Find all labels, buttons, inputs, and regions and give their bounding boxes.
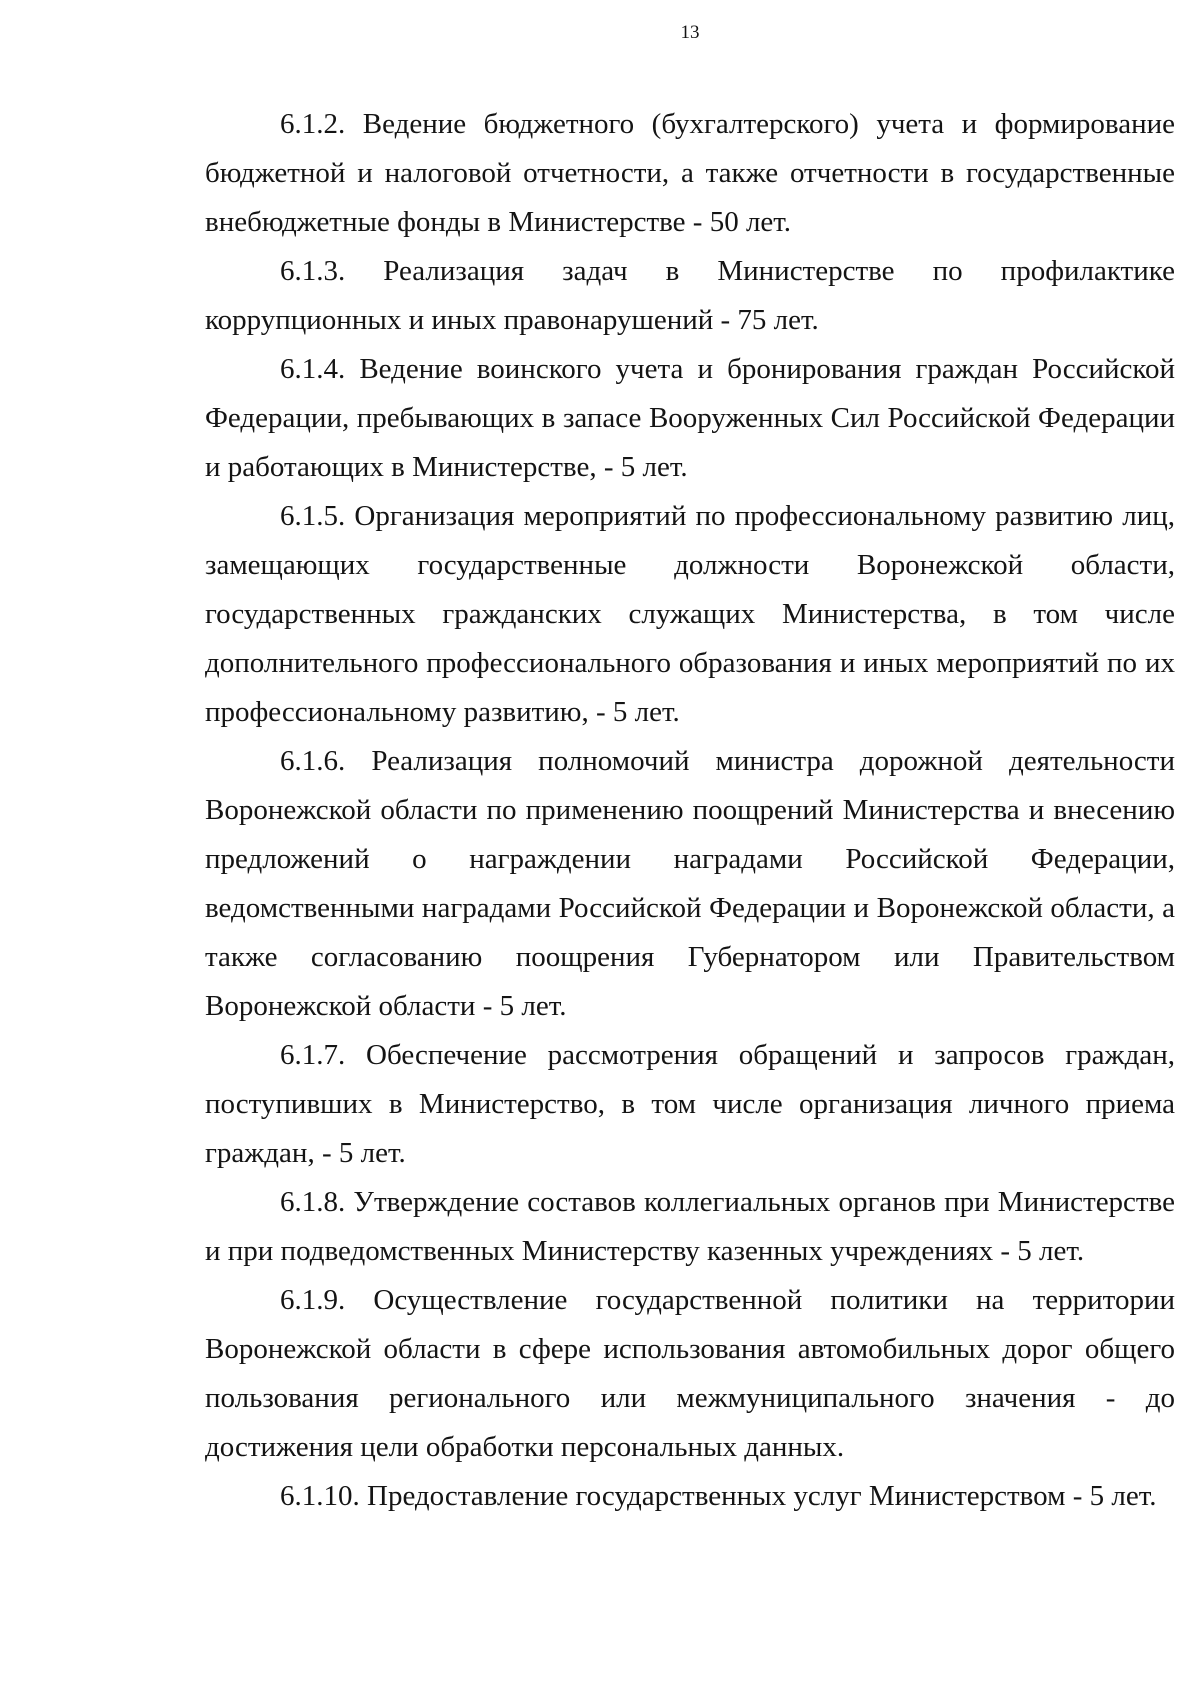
- paragraph-6-1-6: 6.1.6. Реализация полномочий министра дорожной деятельности Воронежской области по применению поощрений Министерства и внесению предложений о награждении наградами Российской Федерации, ведомственными наградами Российской Федерации и Воронежской области, а также согласованию поощрения Губернатором или Правительством Воронежской области - 5 лет.: [205, 745, 1175, 1022]
- page-number: 13: [680, 22, 700, 43]
- paragraph-6-1-9: 6.1.9. Осуществление государственной политики на территории Воронежской области в сфере использования автомобильных дорог общего пользования регионального или межмуниципального значения - до достижения цели обработки персональных данных.: [205, 1284, 1175, 1463]
- paragraph-6-1-5: 6.1.5. Организация мероприятий по профессиональному развитию лиц, замещающих государственные должности Воронежской области, государственных гражданских служащих Министерства, в том числе дополнительного профессионального образования и иных мероприятий по их профессиональному развитию, - 5 лет.: [205, 500, 1175, 728]
- paragraph-6-1-3: 6.1.3. Реализация задач в Министерстве по профилактике коррупционных и иных правонарушений - 75 лет.: [205, 255, 1175, 336]
- paragraph-6-1-10: 6.1.10. Предоставление государственных услуг Министерством - 5 лет.: [280, 1480, 1157, 1512]
- paragraph-6-1-7: 6.1.7. Обеспечение рассмотрения обращений и запросов граждан, поступивших в Министерство, в том числе организация личного приема граждан, - 5 лет.: [205, 1039, 1175, 1169]
- paragraph-6-1-2: 6.1.2. Ведение бюджетного (бухгалтерского) учета и формирование бюджетной и налоговой отчетности, а также отчетности в государственные внебюджетные фонды в Министерстве - 50 лет.: [205, 108, 1175, 238]
- paragraph-6-1-4: 6.1.4. Ведение воинского учета и бронирования граждан Российской Федерации, пребывающих в запасе Вооруженных Сил Российской Федерации и работающих в Министерстве, - 5 лет.: [205, 353, 1175, 483]
- document-body: [205, 100, 1175, 1521]
- paragraph-6-1-8: 6.1.8. Утверждение составов коллегиальных органов при Министерстве и при подведомственных Министерству казенных учреждениях - 5 лет.: [205, 1186, 1175, 1267]
